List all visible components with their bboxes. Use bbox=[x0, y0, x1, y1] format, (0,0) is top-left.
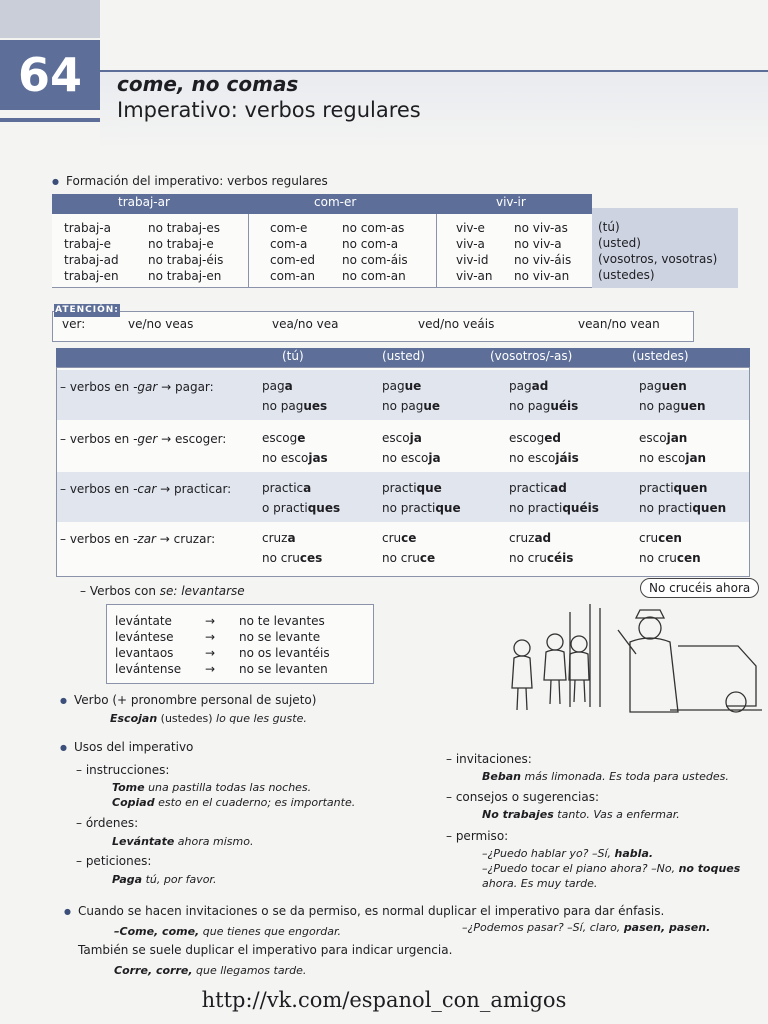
ar-affirmative: trabaj-a trabaj-e trabaj-ad trabaj-en bbox=[64, 221, 119, 283]
ir-affirmative: viv-e viv-a viv-id viv-an bbox=[456, 221, 493, 283]
spelling-cell-usted: escoja no escoja bbox=[382, 431, 441, 465]
spelling-cell-ustedes: escojan no escojan bbox=[639, 431, 707, 465]
subject-pronoun-example: Escojan (ustedes) lo que les guste. bbox=[110, 712, 307, 725]
uses-invitations-label: – invitaciones: bbox=[446, 752, 532, 766]
uses-heading: ● Usos del imperativo bbox=[74, 740, 193, 754]
spelling-table-header bbox=[56, 348, 750, 367]
se-arrows: → → → → bbox=[205, 614, 216, 676]
attention-form: vean/no vean bbox=[578, 317, 660, 331]
header-usted: (usted) bbox=[382, 349, 425, 363]
spelling-cell-tu: paga no pagues bbox=[262, 379, 328, 413]
group-er: com-er bbox=[314, 195, 357, 209]
spelling-cell-tu: cruza no cruces bbox=[262, 531, 323, 565]
subject-pronoun-heading: ● Verbo (+ pronombre personal de sujeto) bbox=[74, 693, 316, 707]
page-title: come, no comas bbox=[117, 72, 299, 96]
uses-permission-label: – permiso: bbox=[446, 829, 509, 843]
header-vosotros: (vosotros/-as) bbox=[490, 349, 573, 363]
spelling-cell-tu: escoge no escojas bbox=[262, 431, 328, 465]
spelling-cell-usted: cruce no cruce bbox=[382, 531, 436, 565]
header-ustedes: (ustedes) bbox=[632, 349, 689, 363]
attention-form: ve/no veas bbox=[128, 317, 194, 331]
uses-instructions-label: – instrucciones: bbox=[76, 763, 170, 777]
spelling-cell-ustedes: crucen no crucen bbox=[639, 531, 701, 565]
formation-table-header bbox=[52, 194, 592, 214]
se-affirmative: levántate levántese levantaos levántense bbox=[115, 614, 182, 676]
spelling-cell-vos: escoged no escojáis bbox=[509, 431, 579, 465]
urgency-text: También se suele duplicar el imperativo para indicar urgencia. bbox=[78, 943, 453, 957]
ir-negative: no viv-as no viv-a no viv-áis no viv-an bbox=[514, 221, 572, 283]
column-divider bbox=[248, 214, 249, 288]
se-verbs-title: – Verbos con se: levantarse bbox=[80, 584, 245, 598]
invitations-example: Beban más limonada. Es toda para ustedes. bbox=[482, 770, 729, 783]
er-affirmative: com-e com-a com-ed com-an bbox=[270, 221, 315, 283]
crossing-illustration bbox=[500, 582, 764, 722]
uses-advice-label: – consejos o sugerencias: bbox=[446, 790, 599, 804]
formation-heading: ● Formación del imperativo: verbos regulares bbox=[66, 174, 328, 188]
urgency-example: Corre, corre, que llegamos tarde. bbox=[114, 964, 307, 977]
se-negative: no te levantes no se levante no os levantéis no se levanten bbox=[239, 614, 330, 676]
spelling-cell-usted: practique no practique bbox=[382, 481, 461, 515]
uses-requests-label: – peticiones: bbox=[76, 854, 152, 868]
permission-example: –¿Puedo hablar yo? –Sí, habla. bbox=[482, 847, 654, 860]
ar-negative: no trabaj-es no trabaj-e no trabaj-éis no trabaj-en bbox=[148, 221, 224, 283]
attention-form: vea/no vea bbox=[272, 317, 339, 331]
footer-link[interactable]: http://vk.com/espanol_con_amigos bbox=[201, 988, 567, 1012]
se-verbs-box bbox=[106, 604, 374, 684]
attention-form: ved/no veáis bbox=[418, 317, 495, 331]
group-ir: viv-ir bbox=[496, 195, 526, 209]
spelling-row-label: – verbos en -ger → escoger: bbox=[60, 432, 227, 446]
spelling-cell-ustedes: paguen no paguen bbox=[639, 379, 706, 413]
pronoun-list: (tú) (usted) (vosotros, vosotras) (ustedes) bbox=[598, 220, 718, 282]
advice-example: No trabajes tanto. Vas a enfermar. bbox=[482, 808, 680, 821]
uses-orders-label: – órdenes: bbox=[76, 816, 139, 830]
duplication-example: –Come, come, que tienes que engordar. bbox=[114, 925, 341, 938]
group-ar: trabaj-ar bbox=[118, 195, 170, 209]
permission-example: –¿Puedo tocar el piano ahora? –No, no toques bbox=[482, 862, 741, 875]
header-tu: (tú) bbox=[282, 349, 304, 363]
spelling-cell-vos: pagad no paguéis bbox=[509, 379, 579, 413]
instructions-example: Tome una pastilla todas las noches. bbox=[112, 781, 312, 794]
speech-bubble: No crucéis ahora bbox=[640, 578, 759, 598]
formation-table bbox=[52, 214, 592, 288]
instructions-example: Copiad esto en el cuaderno; es importante. bbox=[112, 796, 356, 809]
header-band bbox=[0, 0, 100, 38]
chapter-number: 64 bbox=[0, 40, 100, 110]
spelling-row-label: – verbos en -zar → cruzar: bbox=[60, 532, 216, 546]
spelling-cell-usted: pague no pague bbox=[382, 379, 441, 413]
permission-example: ahora. Es muy tarde. bbox=[482, 877, 598, 890]
duplication-text: ● Cuando se hacen invitaciones o se da permiso, es normal duplicar el imperativo para dar énfasis. bbox=[78, 904, 664, 918]
attention-verb: ver: bbox=[62, 317, 86, 331]
spelling-cell-tu: practica o practiques bbox=[262, 481, 341, 515]
requests-example: Paga tú, por favor. bbox=[112, 873, 217, 886]
spelling-row-label: – verbos en -gar → pagar: bbox=[60, 380, 214, 394]
spelling-cell-vos: cruzad no crucéis bbox=[509, 531, 574, 565]
attention-badge: ATENCIÓN: bbox=[55, 305, 119, 315]
orders-example: Levántate ahora mismo. bbox=[112, 835, 254, 848]
er-negative: no com-as no com-a no com-áis no com-an bbox=[342, 221, 408, 283]
spelling-cell-vos: practicad no practiquéis bbox=[509, 481, 599, 515]
spelling-row-label: – verbos en -car → practicar: bbox=[60, 482, 232, 496]
column-divider bbox=[436, 214, 437, 288]
header-rule-lower bbox=[0, 118, 100, 122]
duplication-example: –¿Podemos pasar? –Sí, claro, pasen, pasen. bbox=[462, 921, 711, 934]
page-subtitle: Imperativo: verbos regulares bbox=[117, 98, 421, 122]
spelling-cell-ustedes: practiquen no practiquen bbox=[639, 481, 727, 515]
